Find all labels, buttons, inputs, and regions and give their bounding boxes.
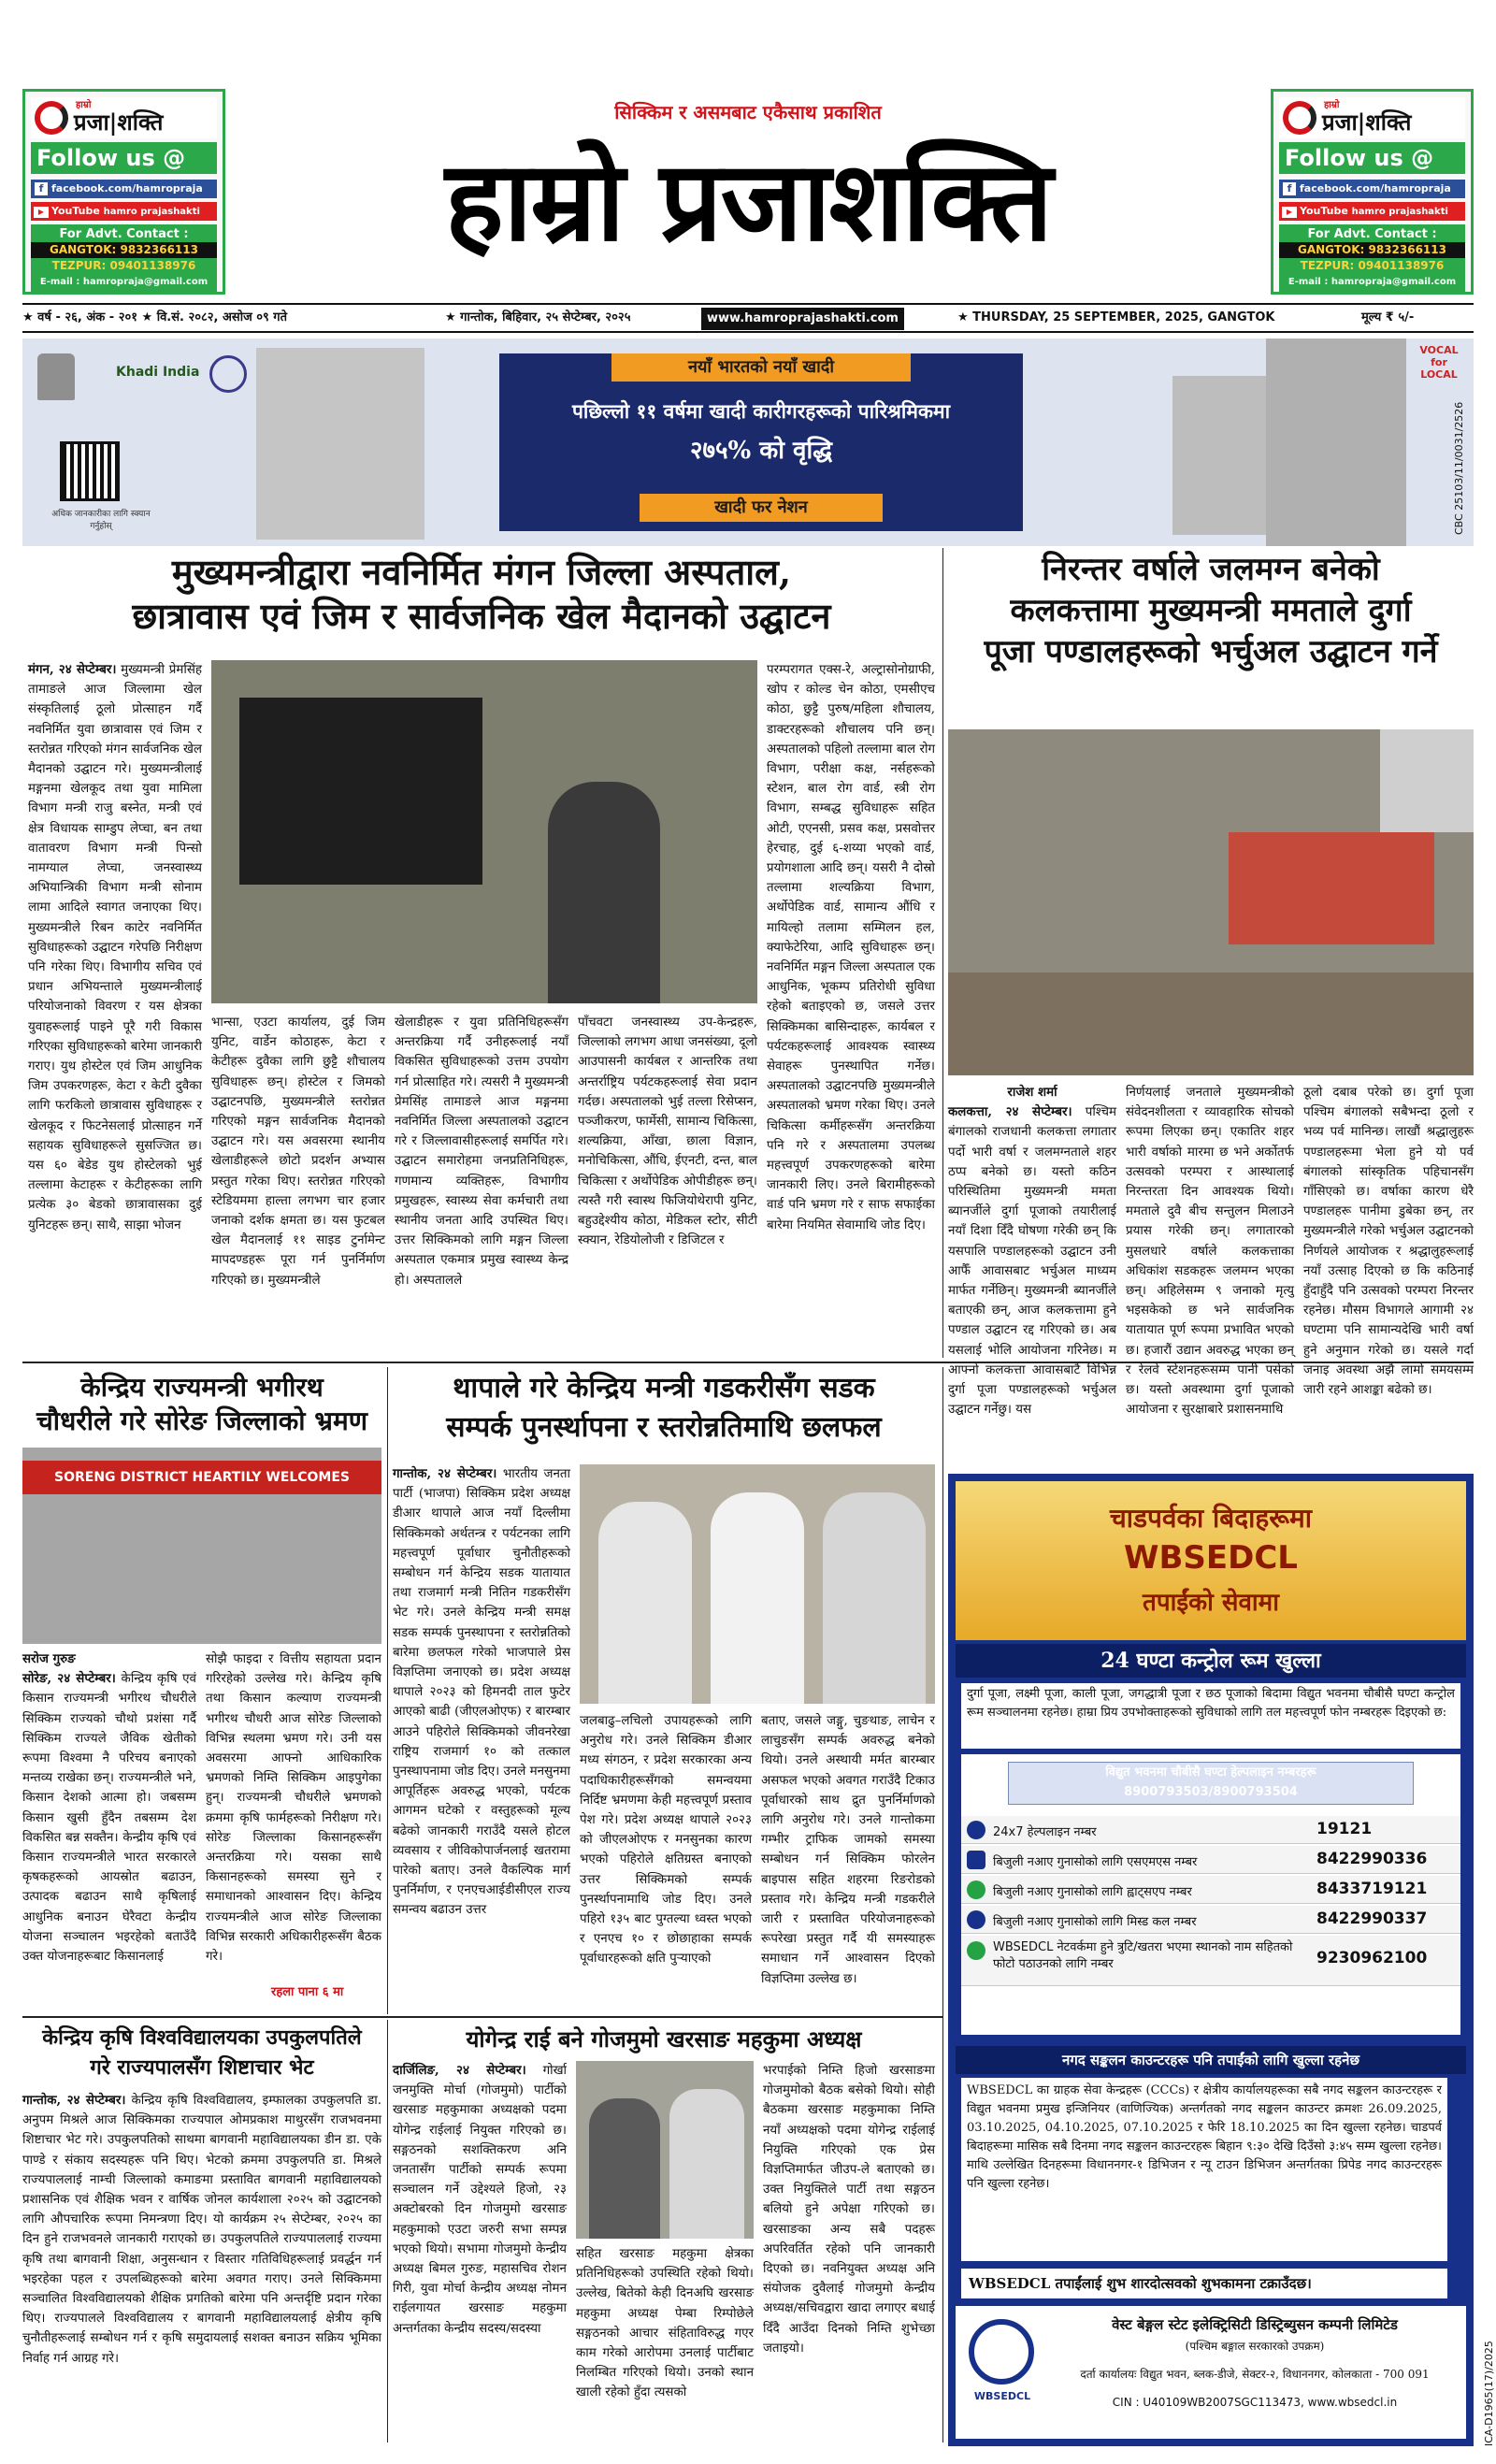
story4-dateline: गान्तोक, २४ सेप्टेम्बर। <box>393 1466 497 1481</box>
story1-photo-inauguration <box>211 660 757 1003</box>
ad-intro: दुर्गा पूजा, लक्ष्मी पूजा, काली पूजा, जगद्धात्री पूजा र छठ पूजाको बिदामा विद्युत भवनमा चौबीसै घण्टा कन्ट्रोल रूम सञ्चालनमा रहनेछ। हाम्रा प्रिय उपभोक्ताहरूको सुविधाको लागि तल महत्त्वपूर्ण फोन नम्बरहरू दिइएको छ: <box>961 1683 1460 1749</box>
youtube-icon: ▶ <box>1282 207 1297 218</box>
pm-image <box>1266 339 1406 546</box>
row-divider-2 <box>22 2016 942 2018</box>
flood-water <box>948 973 1474 1075</box>
story3-photo-soreng <box>22 1448 381 1644</box>
story6-dateline: दार्जिलिङ, २४ सेप्टेम्बर। <box>393 2063 526 2078</box>
wbsedcl-ad <box>948 1474 1474 2446</box>
story1-headline-1: मुख्यमन्त्रीद्वारा नवनिर्मित मंगन जिल्ला अस्पताल, <box>171 551 792 593</box>
story6-col3: भरपाईको निम्ति हिजो खरसाङमा गोजमुमोको बैठक बसेको थियो। सोही बैठकमा खरसाङ महकुमाका निम्ति नयाँ अध्यक्षको पदमा योगेन्द्र राईलाई नियुक्ति गरिएको एक प्रेस विज्ञप्तिमार्फत जीउप-ले बताएको छ। उक्त नियुक्तिले पार्टी तथा सङ्गठन बलियो हुने अपेक्षा गरिएको छ। खरसाङका अन्य सबै पदहरू अपरिवर्तित रहेको पनि जानकारी दिएको छ। नवनियुक्त अध्यक्ष अनि संयोजक दुवैलाई गोजमुमो केन्द्रीय अध्यक्ष/सचिवद्वारा खादा लगाएर बधाई दिँदै आउँदा दिनको निम्ति शुभेच्छा जताइयो। <box>763 2064 935 2356</box>
left-follow-box <box>22 89 225 295</box>
whatsapp-icon <box>967 1941 985 1960</box>
left-logo <box>31 97 217 138</box>
ad-brand: WBSEDCL <box>1124 1539 1298 1577</box>
ad-vb-numbers: 8900793503/8900793504 <box>1124 1785 1298 1799</box>
issue-info: ★ वर्ष - २६, अंक - २०१ ★ वि.सं. २०८२, असोज ०९ गते <box>22 310 288 324</box>
youtube-link[interactable]: ▶ YouTube hamro prajashakti <box>1279 202 1465 221</box>
story6-col1-text: गोर्खा जनमुक्ति मोर्चा (गोजमुमो) पार्टीको खरसाङ महकुमाका अध्यक्षको पदमा योगेन्द्र राईलाई नियुक्त गरिएको छ। सङ्गठनको सशक्तिकरण अनि जनतासँग पार्टीको सम्पर्क रूपमा सञ्चालन गर्ने उद्देश्यले हिजो, २३ अक्टोबरको दिन गोजमुमो खरसाङ महकुमाको एउटा जरुरी सभा सम्पन्न भएको थियो। सभामा गोजमुमो केन्द्रीय अध्यक्ष बिमल गुरुङ, महासचिव रोशन गिरी, युवा मोर्चा केन्द्रीय अध्यक्ष नोमन राईलगायत खरसाङ महकुमा अन्तर्गतका केन्द्रीय सदस्य/सदस्या <box>393 2064 567 2336</box>
banner-code: CBC 25103/11/0031/2526 <box>1453 401 1465 535</box>
ad-address: दर्ता कार्यालयः विद्युत भवन, ब्लक-डीजे, सेक्टर-२, विधाननगर, कोलकाता - 700 091 <box>1080 2368 1430 2381</box>
ad-company-sub: (पश्चिम बङ्गाल सरकारको उपक्रम) <box>1185 2340 1325 2353</box>
story2-col1-text: पश्चिम बंगालको राजधानी कलकत्ता लगातार पर्दो भारी वर्षा र जलमग्नताले शहर ठप्प बनेको छ। यस्तो कठिन परिस्थितिमा मुख्यमन्त्री ममता ब्यानर्जीले दुर्गा पूजाको तयारीलाई नयाँ दिशा दिँदै घोषणा गरेकी छन् कि यसपालि पण्डालहरूको उद्घाटन उनी आफैँ आवासबाट भर्चुअल माध्यम मार्फत गर्नेछिन्। मुख्यमन्त्री ब्यानर्जीले बताएकी छन्, आज कलकत्तामा हुने पण्डाल उद्घाटन रद्द गरिएको छ। अब यसलाई भोलि आयोजना गरिनेछ। म आफ्नो कलकत्ता आवासबाटै विभिन्न दुर्गा पूजा पण्डालहरूको भर्चुअल उद्घाटन गर्नेछु। यस <box>948 1105 1116 1418</box>
person-figure <box>548 782 660 1003</box>
missed-call-icon <box>967 1910 985 1929</box>
logo-small-top: हाम्रो <box>76 100 92 110</box>
story4-headline-1: थापाले गरे केन्द्रिय मन्त्री गडकरीसँग सडक <box>453 1372 875 1405</box>
story1-col1-text: मुख्यमन्त्री प्रेमसिंह तामाङले आज जिल्लामा खेल संस्कृतिलाई ठूलो प्रोत्साहन गर्दै नवनिर्मित युवा छात्रावास एवं जिम र स्तरोन्नत गरिएको मंगन सार्वजनिक खेल मैदानको उद्घाटन गरे। मुख्यमन्त्रीलाई मङ्गनमा खेलकूद तथा युवा मामिला विभाग मन्त्री राजु बस्नेत, मन्त्री एवं क्षेत्र विधायक साम्डुप लेप्चा, बन तथा वातावरण विभाग मन्त्री पिन्सो नामग्याल लेप्चा, जनस्वास्थ्य अभियान्त्रिकी विभाग मन्त्री सोनाम लामा आदिले स्वागत जनाएका थिए। मुख्यमन्त्रीले रिबन काटेर नवनिर्मित सुविधाहरूको उद्घाटन गरेपछि निरीक्षण पनि गरेका थिए। विभागीय सचिव एवं प्रधान अभियन्ताले मुख्यमन्त्रीलाई परियोजनाको विवरण र यस क्षेत्रका युवाहरूलाई पाइने पूरै गरी विकास गरिएका सुविधाहरूको बारेमा जानकारी गराए। युथ होस्टेल एवं जिम आधुनिक जिम उपकरणहरू, केटा र केटी दुवैका लागि फरकिलो छात्रावास सुविधाहरू र खेलकूद र फिटनेसलाई प्रोत्साहन गर्ने सहायक सुविधाहरूले सुसज्जित छ। यस ६० बेडेड युथ होस्टेलको भुई तल्लामा केटाहरू र केटीहरूका लागि प्रत्येक ३० बेडको छात्रावासका दुई युनिटहरू छन्। साथै, साझा भोजन <box>28 663 202 1232</box>
story2-headline-1: निरन्तर वर्षाले जलमग्न बनेको <box>1042 551 1380 588</box>
ad-row-number: 8422990336 <box>1316 1850 1428 1868</box>
qr-caption: अधिक जानकारीका लागि स्क्यान गर्नुहोस् <box>51 510 151 531</box>
facebook-link[interactable]: f facebook.com/hamropraja <box>1279 180 1465 198</box>
story3-headline-2: चौधरीले गरे सोरेङ जिल्लाको भ्रमण <box>36 1405 367 1436</box>
right-logo <box>1279 97 1465 138</box>
khadi-banner <box>22 339 1474 546</box>
story5-body-text: केन्द्रिय कृषि विश्वविद्यालय, इम्फालका उपकुलपति डा. अनुपम मिश्रले आज सिक्किमका राज्यपाल ओमप्रकाश माथुरसँग राजभवनमा शिष्टाचार भेट गरे। उपकुलपतिको साथमा बागवानी महाविद्यालयका डीन डा. एके पाण्डे र संकाय सदस्यहरू पनि थिए। भेटको क्रममा उपकुलपति डा. मिश्रले राज्यपाललाई नाम्ची जिल्लाको कमाङमा प्रस्तावित बागवानी महाविद्यालयको प्रशासनिक एवं शैक्षिक भवन र वार्षिक जोनल कार्यशाला २०२५ को उद्घाटनको लागि औपचारिक रूपमा निमन्त्रणा दिए। यो कार्यक्रम २५ सेप्टेम्बर, २०२५ का दिन हुने राजभवनले जानकारी गराएको छ। उपकुलपतिले राज्यपाललाई राज्यमा कृषि तथा बागवानी शिक्षा, अनुसन्धान र विस्तार गतिविधिहरूलाई प्रवर्द्धन गर्न भइरहेका पहल र उपलब्धिहरूको बारेमा अवगत गराए। उनले सिक्किममा सञ्चालित विश्वविद्यालयको शैक्षिक प्रगतिको बारेमा पनि अन्तर्दृष्टि प्रदान गरेका थिए। राज्यपालले विश्वविद्यालय र बागवानी महाविद्यालयलाई क्षेत्रीय कृषि चुनौतीहरूलाई सम्बोधन गर्न र कृषि समुदायलाई सशक्त बनाउन सक्रिय भूमिका निर्वाह गर्न आग्रह गरे। <box>22 2094 381 2366</box>
kvic-logo-icon <box>209 355 247 393</box>
ad-row-label: बिजुली नआए गुनासोको लागि मिस्ड कल नम्बर <box>993 1915 1197 1929</box>
story2-byline: राजेश शर्मा <box>1007 1085 1057 1100</box>
story3-byline: सरोज गुरुङ <box>22 1651 76 1666</box>
inset-portrait <box>1380 729 1474 832</box>
facebook-icon: f <box>1283 182 1296 195</box>
logo-text: प्रजा|शक्ति <box>1322 108 1412 136</box>
gandhi-charkha-image <box>256 348 424 540</box>
ad-row-1 <box>961 1816 1460 1844</box>
vocal-for-local: VOCAL for LOCAL <box>1419 344 1459 381</box>
facebook-icon: f <box>35 182 48 195</box>
story4-headline-2: सम्पर्क पुनर्स्थापना र स्तरोन्नतिमाथि छलफल <box>446 1411 882 1444</box>
ad-subtitle: तपाईंको सेवामा <box>1143 1589 1279 1617</box>
ad-row-label: WBSEDCL नेटवर्कमा हुने त्रुटि/खतरा भएमा स्थानको नाम सहितको फोटो पठाउनको लागि नम्बर <box>993 1940 1293 1971</box>
story4-col3: बताए, जसले जङ्गु, चुङथाङ, लाचेन र लाचुङसँग सम्पर्क अवरुद्ध बनेको थियो। उनले अस्थायी मर्मत बारम्बार असफल भएको अवगत गराउँदै टिकाउ पूर्वाधारको साथ द्रुत पुनर्निर्माणको लागि अनुरोध गरे। उनले गान्तोकमा गम्भीर ट्राफिक जामको समस्या सम्बोधन गर्न सिक्किम फोरलेन बाइपास सहित शहरमा रिङरोडको प्रस्ताव गरे। केन्द्रिय मन्त्री गडकरीले जारी र प्रस्तावित परियोजनाहरूको रूपरेखा प्रस्तुत गर्दै यी समस्याहरू समाधान गर्ने आश्वासन दिएको विज्ञप्तिमा उल्लेख छ। <box>761 1714 935 1986</box>
tagline: सिक्किम र असमबाट एकैसाथ प्रकाशित <box>614 101 882 123</box>
ashoka-emblem-icon <box>37 353 75 400</box>
facebook-link[interactable]: f facebook.com/hamropraja <box>31 180 217 198</box>
story2-col2: निर्णयलाई जनताले मुख्यमन्त्रीको संवेदनशीलता र व्यावहारिक सोचको रूपमा लिएका छन्। एकातिर शहर भारी वर्षाको मारमा छ भने अर्कोतर्फ उत्सवको परम्परा र आस्थालाई निरन्तरता दिन आवश्यक थियो। ममताले दुवै बीच सन्तुलन मिलाउने प्रयास गरेकी छन्। लगातारको मुसलधारे वर्षाले कलकत्ताका अधिकांश सडकहरू जलमग्न भएका छन्। अहिलेसम्म ९ जनाको मृत्यु भइसकेको छ भने सार्वजनिक यातायात पूर्ण रूपमा प्रभावित भएको छ। हजारौं उद्यान अवरुद्ध भएका छन् र रेलवे स्टेशनहरूसम्म पानी पसेको छ। यस्तो अवस्थामा दुर्गा पूजाको आयोजना र सुरक्षाबारे प्रशासनमाथि <box>1126 1086 1294 1418</box>
story1-headline-2: छात्रावास एवं जिम र सार्वजनिक खेल मैदानको उद्घाटन <box>132 595 831 637</box>
story1-col4: पाँचवटा जनस्वास्थ्य उप-केन्द्रहरू, जिल्लाको लगभग आधा जनसंख्या, दूलो आउपासनी कार्यबल र आन्तरिक तथा अन्तर्राष्ट्रिय पर्यटकहरूलाई सेवा प्रदान गर्दछ। अस्पतालको भुई तल्ला रिसेप्सन, पञ्जीकरण, फार्मेसी, सामान्य चिकित्सा, शल्यक्रिया, आँखा, छाला विज्ञान, मनोचिकित्सा, औंधि, ईएनटी, दन्त, बाल चिकित्सा र अर्थोपेडिक ओपीडीहरू छन्। त्यस्तै गरी स्वास्थ फिजियोथेरापी युनिट, बहुउद्देश्यीय कोठा, मेडिकल स्टोर, सीटी स्क्यान, रेडियोलोजी र डिजिटल र <box>578 1016 757 1248</box>
story1-divider <box>942 548 943 1358</box>
story5-body <box>22 2091 381 2448</box>
story6-col1 <box>393 2061 567 2448</box>
ad-row-number: 8422990337 <box>1316 1909 1428 1928</box>
story2-headline-3: पूजा पण्डालहरूको भर्चुअल उद्घाटन गर्ने <box>984 633 1438 670</box>
date-english: ★ THURSDAY, 25 SEPTEMBER, 2025, GANGTOK <box>957 310 1275 324</box>
youtube-icon: ▶ <box>34 207 49 218</box>
story4-photo-meeting <box>580 1464 935 1704</box>
sms-icon <box>967 1851 985 1869</box>
issue-bar <box>22 303 1474 333</box>
advt-contact: For Advt. Contact : GANGTOK: 9832366113 TEZPUR: 09401138976 E-mail : hamropraja@gmail.com <box>1279 224 1465 292</box>
ad-row-label: 24x7 हेल्पलाइन नम्बर <box>993 1825 1097 1839</box>
ad-row-label: बिजुली नआए गुनासोको लागि ह्वाट्सएप नम्बर <box>993 1885 1192 1899</box>
ad-row-5 <box>961 1936 1460 1986</box>
ad-row-2 <box>961 1846 1460 1874</box>
story4-col1-text: भारतीय जनता पार्टी (भाजपा) सिक्किम प्रदेश अध्यक्ष डीआर थापाले आज नयाँ दिल्लीमा सिक्किमको अर्थतन्त्र र पर्यटनका लागि महत्त्वपूर्ण पूर्वाधार चुनौतीहरूको सम्बोधन गर्न केन्द्रिय सडक यातायात तथा राजमार्ग मन्त्री नितिन गडकरीसँग भेट गरे। उनले केन्द्रिय मन्त्री समक्ष सडक सम्पर्क पुनस्थापना र स्तरोन्नतिको बारेमा छलफल गरेको भाजपाले प्रेस विज्ञप्तिमा जनाएको छ। प्रदेश अध्यक्ष थापाले २०२३ को हिमनदी ताल फुटेर आएको बाढी (जीएलओएफ) र बारम्बार आउने पहिरोले सिक्किमको जीवनरेखा राष्ट्रिय राजमार्ग १० को तत्काल पुनस्थापनामा जोड दिए। उनले मनसुनमा आपूर्तिहरू अवरुद्ध भएको, पर्यटक आगमन घटेको र वस्तुहरूको मूल्य बढेको जानकारी गराउँदै यसले होटल व्यवसाय र जीविकोपार्जनलाई खतरामा पारेको बताए। उनले वैकल्पिक मार्ग पुनर्निर्माण, र एनएचआईडीसीएल राज्य समन्वय बढाउन उत्तर <box>393 1467 570 1918</box>
story6-col2: सहित खरसाङ महकुमा क्षेत्रका प्रतिनिधिहरूको उपस्थिति रहेको थियो। उल्लेख, बितेको केही दिनअघि खरसाङ महकुमा अध्यक्ष पेम्बा रिम्पोछेले सङ्गठनको आचार संहिताविरुद्ध गएर काम गरेको आरोपमा उनलाई पार्टीबाट निलम्बित गरिएको थियो। उनको स्थान खाली रहेको हुँदा त्यसको <box>576 2247 754 2400</box>
ad-row-4 <box>961 1906 1460 1934</box>
ad-row-number: 19121 <box>1316 1820 1373 1838</box>
ad-counter-text: WBSEDCL का ग्राहक सेवा केन्द्रहरू (CCCs) र क्षेत्रीय कार्यालयहरूका सबै नगद सङ्कलन काउन्टरहरू र विद्युत भवनमा प्रमुख इन्जिनियर (वाणिज्यिक) अन्तर्गतको नगद सङ्कलन काउन्टर क्रमशः 26.09.2025, 03.10.2025, 04.10.2025, 07.10.2025 र फेरि 18.10.2025 का दिन खुल्ला रहनेछ। चाडपर्व बिदाहरूमा मासिक सबै दिनमा नगद सङ्कलन काउन्टरहरू बिहान ९:३० देखि दिउँसो ३:४५ सम्म खुल्ला रहनेछ। माथि उल्लेखित दिनहरूमा विधाननगर-१ डिभिजन र न्यू टाउन डिभिजन अन्तर्गतका प्रिपेड नगद काउन्टरहरू पनि खुल्ला रहनेछ। <box>961 2078 1447 2261</box>
story5-divider <box>387 2020 388 2442</box>
story3-col1-text: केन्द्रिय कृषि एवं किसान राज्यमन्त्री भगीरथ चौधरीले सिक्किम राज्यको चौथो प्रशंसा गर्दै सिक्किम राज्यले जैविक खेतीको रूपमा विश्वमा नै परिचय बनाएको मन्तव्य राखेका छन्। राज्यमन्त्रीले भने, किसान देशको आत्मा हो। जबसम्म किसान खुसी हुँदैन तबसम्म देश विकसित बन्न सक्तैन। केन्द्रीय कृषि एवं किसान राज्यमन्त्रीले भारत सरकारले कृषकहरूको आयस्रोत बढाउन, उत्पादक बढाउन साथै कृषिलाई आधुनिक बनाउन घेरैवटा केन्द्रीय योजना सञ्चालन भइरहेको बताउँदै उक्त योजनाहरूबाट किसानलाई <box>22 1672 197 1965</box>
story1-col2: भान्सा, एउटा कार्यालय, दुई जिम युनिट, वार्डेन कोठाहरू, केटा र केटीहरू दुवैका लागि छुट्टै शौचालय सुविधाहरू छन्। होस्टेल र जिमको उद्घाटनपछि, मुख्यमन्त्रीले स्तरोन्नत गरिएको मङ्गन सार्वजनिक मैदानको उद्घाटन गरे। यस अवसरमा स्थानीय खेलाडीहरूले छोटो प्रदर्शन अभ्यास प्रस्तुत गरेका थिए। स्तरोन्नत गरिएको स्टेडियममा हाल्ता लगभग चार हजार जनाको दर्शक क्षमता छ। यस फुटबल खेल मैदानलाई ११ साइड टुर्नामेन्ट मापदण्डहरू पूरा गर्न पुनर्निर्माण गरिएको छ। मुख्यमन्त्रीले <box>211 1016 385 1288</box>
whatsapp-icon <box>967 1880 985 1899</box>
ad-row-label: बिजुली नआए गुनासोको लागि एसएमएस नम्बर <box>993 1855 1198 1869</box>
banner-line2: २७५% को वृद्धि <box>689 437 833 465</box>
story3-divider <box>387 1367 388 2014</box>
story1-dateline: मंगन, २४ सेप्टेम्बर। <box>28 662 117 677</box>
ad-row-number: 9230962100 <box>1316 1949 1428 1967</box>
story2-photo-flood <box>948 729 1474 1075</box>
story3-dateline: सोरेङ, २४ सेप्टेम्बर। <box>22 1671 116 1687</box>
khadi-logo: Khadi India <box>116 365 200 380</box>
ad-header <box>956 1481 1466 1640</box>
advt-contact: For Advt. Contact : GANGTOK: 9832366113 TEZPUR: 09401138976 E-mail : hamropraja@gmail.com <box>31 224 217 292</box>
banner-tag: नयाँ भारतको नयाँ खादी <box>611 353 911 382</box>
masthead: हाम्रो प्रजाशक्ति <box>445 136 1051 266</box>
ad-row-3 <box>961 1876 1460 1904</box>
place-date-np: ★ गान्तोक, बिहिवार, २५ सेप्टेम्बर, २०२५ <box>445 310 631 324</box>
banner-line1: पछिल्लो ११ वर्षमा खादी कारीगरहरूको पारिश्रमिकमा <box>571 399 951 423</box>
story6-photo <box>576 2061 754 2239</box>
ad-title: चाडपर्वका बिदाहरूमा <box>1110 1503 1312 1534</box>
right-follow-box <box>1271 89 1474 295</box>
ad-footer <box>956 2306 1466 2439</box>
ad-control-room: 24 घण्टा कन्ट्रोल रूम खुल्ला <box>956 1644 1466 1678</box>
banner-slogan: खादी फर नेशन <box>640 494 883 522</box>
story3-headline-1: केन्द्रिय राज्यमन्त्री भगीरथ <box>80 1372 324 1403</box>
phone-icon <box>967 1821 985 1839</box>
ad-row-number: 8433719121 <box>1316 1880 1428 1898</box>
story1-col1 <box>28 660 202 1352</box>
story2-dateline: कलकत्ता, २४ सेप्टेम्बर। <box>948 1104 1072 1120</box>
story2-col3: ठूलो दबाब परेको छ। दुर्गा पूजा पश्चिम बंगालको सबैभन्दा ठूलो र भव्य पर्व मानिन्छ। लाखौं श्रद्धालुहरू पण्डालहरूमा भेला हुने यो पर्व बंगालको सांस्कृतिक पहिचानसँग गाँसिएको छ। वर्षाका कारण धेरै पण्डालहरू पानीमा डुबेका छन्, तर मुख्यमन्त्रीले गरेको भर्चुअल उद्घाटनको निर्णयले आयोजक र श्रद्धालुहरूलाई नयाँ उत्साह दिएको छ कि कठिनाई हुँदाहुँदै पनि उत्सवको परम्परा निरन्तर रहनेछ। मौसम विभागले आगामी २४ घण्टामा पनि सामान्यदेखि भारी वर्षा हुने अनुमान गरेको छ। यसले गर्दा जनाइ अवस्था अझै लामो समयसम्म जारी रहने आशङ्का बढेको छ। <box>1303 1086 1474 1398</box>
logo-text: प्रजा|शक्ति <box>74 108 164 136</box>
ad-cin: CIN : U40109WB2007SGC113473, www.wbsedcl.in <box>1112 2396 1398 2409</box>
person-right <box>823 1492 926 1704</box>
wbsedcl-logo-icon <box>969 2319 1034 2385</box>
ad-helpline-panel <box>961 1754 1460 2035</box>
story3-col1 <box>22 1650 196 2007</box>
story3-col2: सोझै फाइदा र वित्तीय सहायता प्रदान गरिरहेको उल्लेख गरे। केन्द्रिय कृषि तथा किसान कल्याण राज्यमन्त्री भगीरथ चौधरी आज सोरेङ जिल्लाको विभिन्न स्थलमा भ्रमण गरे। उनी यस अवसरमा आफ्नो आधिकारिक भ्रमणको निम्ति सिक्किम आइपुगेका हुन्। राज्यमन्त्री चौधरीले भ्रमणको क्रममा कृषि फार्महरूको निरीक्षण गरे। सोरेङ जिल्लाका किसानहरूसँग अन्तरक्रिया गरे। यसका साथै किसानहरूको समस्या सुने र समाधानको आश्वासन दिए। केन्द्रिय राज्यमन्त्रीले आज सोरेङ जिल्लाका विभिन्न सरकारी अधिकारीहरूसँग बैठक गरे। <box>206 1652 381 1965</box>
soreng-banner-text: SORENG DISTRICT HEARTILY WELCOMES <box>22 1461 381 1494</box>
plaque <box>239 698 482 885</box>
ad-vb-box <box>1008 1762 1414 1805</box>
ad-company: वेस्ट बेङ्गल स्टेट इलेक्ट्रिसिटी डिस्ट्रिब्युसन कम्पनी लिमिटेड <box>1112 2316 1398 2333</box>
wbsedcl-logo-label: WBSEDCL <box>973 2390 1031 2402</box>
charkha-image <box>1172 376 1266 535</box>
story5-headline-2: गरे राज्यपालसँग शिष्टाचार भेट <box>90 2055 314 2080</box>
person-right <box>669 2089 744 2239</box>
follow-us-label: Follow us @ <box>1279 142 1465 174</box>
follow-us-label: Follow us @ <box>31 142 217 174</box>
story4-col2: जलबाढु–लचिलो उपायहरूको लागि अनुरोध गरे। उनले सिक्किम डीआर मध्य संगठन, र प्रदेश सरकारका अन्य पदाधिकारीहरूसँगको समन्वयमा निर्दिष्ट भ्रमणमा केही महत्त्वपूर्ण प्रस्ताव पेश गरे। प्रदेश अध्यक्ष थापाले २०२३ को जीएलओएफ र मनसुनका कारण भएको पहिरोले क्षतिग्रस्त बनाएको उत्तर सिक्किमको सम्पर्क पुनर्स्थापनामाथि जोड दिए। उनले पहिरो १३५ बाट पुग्तल्या ध्वस्त भएको र एनएच १० र छोछाहाका सम्पर्क पूर्वाधारहरूको क्षति पुऱ्याएको <box>580 1714 752 1967</box>
story1-col5: परम्परागत एक्स-रे, अल्ट्रासोनोग्राफी, खोप र कोल्ड चेन कोठा, एमसीएच कोठा, छुट्टै पुरुष/महिला शौचालय, डाक्टरहरूको शौचालय पनि छन्। अस्पतालको पहिलो तल्लामा बाल रोग विभाग, परीक्षा कक्ष, नर्सहरूको स्टेशन, बाल रोग वार्ड, स्त्री रोग विभाग, सम्बद्ध सुविधाहरू सहित ओटी, एएनसी, प्रसव कक्ष, प्रसवोत्तर हेरचाह, दुई ६-शय्या भएको वार्ड, प्रयोगशाला आदि छन्। यसरी नै दोस्रो तल्लामा शल्यक्रिया विभाग, अर्थोपेडिक वार्ड, सामान्य औंधि र मायिल्हो तलामा सम्मिलन हल, क्याफेटेरिया, आदि सुविधाहरू छन्। नवनिर्मित मङ्गन जिल्ला अस्पताल एक आधुनिक, भूकम्प प्रतिरोधी सुविधा रहेको बताइएको छ, जसले उत्तर सिक्किमका बासिन्दाहरू, कार्यबल र पर्यटकहरूलाई आवश्यक स्वास्थ्य सेवाहरू पुनस्थापित गर्नेछ। अस्पतालको उद्घाटनपछि मुख्यमन्त्रीले अस्पतालको भ्रमण गरेका थिए। उनले चिकित्सा कर्मीहरूसँग अन्तरक्रिया पनि गरे र अस्पतालमा उपलब्ध महत्त्वपूर्ण उपकरणहरूको बारेमा जानकारी लिए। उनले बिरामीहरूको वार्ड पनि भ्रमण गरे र साफ सफाईका बारेमा नियमित सेवामाथि जोड दिए। <box>767 663 935 1232</box>
ad-vb-label: विद्युत भवनमा चौबीसै घण्टा हेल्पलाइन नम्बरहरू <box>1105 1765 1316 1780</box>
story4-col1 <box>393 1464 570 2010</box>
qr-code-icon <box>60 441 120 501</box>
logo-circle-icon <box>35 101 68 135</box>
person-left <box>598 1502 692 1704</box>
story5-dateline: गान्तोक, २४ सेप्टेम्बर। <box>22 2093 126 2108</box>
banner-message <box>499 353 1023 531</box>
ad-ica-code: ICA-D1965(17)/2025 <box>1483 2341 1495 2446</box>
bus-shape <box>1229 832 1434 944</box>
story1-col3: खेलाडीहरू र युवा प्रतिनिधिहरूसँग अन्तरक्रिया गर्दै उनीहरूलाई नयाँ विकसित सुविधाहरूको उत्तम उपयोग गर्न प्रोत्साहित गरे। त्यसरी नै मुख्यमन्त्री प्रेमसिंह तामाङले आज मङ्गनमा नवनिर्मित जिल्ला अस्पतालको उद्घाटन गरे र जिल्लावासीहरूलाई समर्पित गरे। उद्घाटन समारोहमा जनप्रतिनिधिहरू, गणमान्य व्यक्तिहरू, विभागीय प्रमुखहरू, स्वास्थ्य सेवा कर्मचारी तथा स्थानीय जनता आदि उपस्थित थिए। उत्तर सिक्किमको लागि मङ्गन जिल्ला अस्पताल एकमात्र प्रमुख स्वास्थ्य केन्द्र हो। अस्पतालले <box>395 1016 568 1288</box>
story6-headline: योगेन्द्र राई बने गोजमुमो खरसाङ महकुमा अध्यक्ष <box>466 2025 862 2053</box>
logo-circle-icon <box>1283 101 1316 135</box>
story2-headline-2: कलकत्तामा मुख्यमन्त्री ममताले दुर्गा <box>1010 592 1412 629</box>
youtube-link[interactable]: ▶ YouTube hamro prajashakti <box>31 202 217 221</box>
person-left <box>589 2098 660 2239</box>
story2-col1 <box>948 1083 1116 1418</box>
logo-small-top: हाम्रो <box>1324 100 1340 110</box>
left-right-divider <box>942 1367 943 2442</box>
ad-greeting: WBSEDCL तपाईंलाई शुभ शारदोत्सवको शुभकामना टक्राउँदछ। <box>961 2269 1447 2298</box>
ad-counter-head: नगद सङ्कलन काउन्टरहरू पनि तपाईंको लागि खुल्ला रहनेछ <box>956 2046 1466 2074</box>
website-url[interactable]: www.hamroprajashakti.com <box>701 308 904 330</box>
story3-continued[interactable]: रहला पाना ६ मा <box>271 1985 344 1999</box>
story5-headline-1: केन्द्रिय कृषि विश्वविद्यालयका उपकुलपतिले <box>42 2025 362 2050</box>
price: मूल्य ₹ ५/- <box>1361 310 1415 324</box>
row-divider <box>22 1362 1474 1363</box>
person-center <box>711 1492 804 1704</box>
